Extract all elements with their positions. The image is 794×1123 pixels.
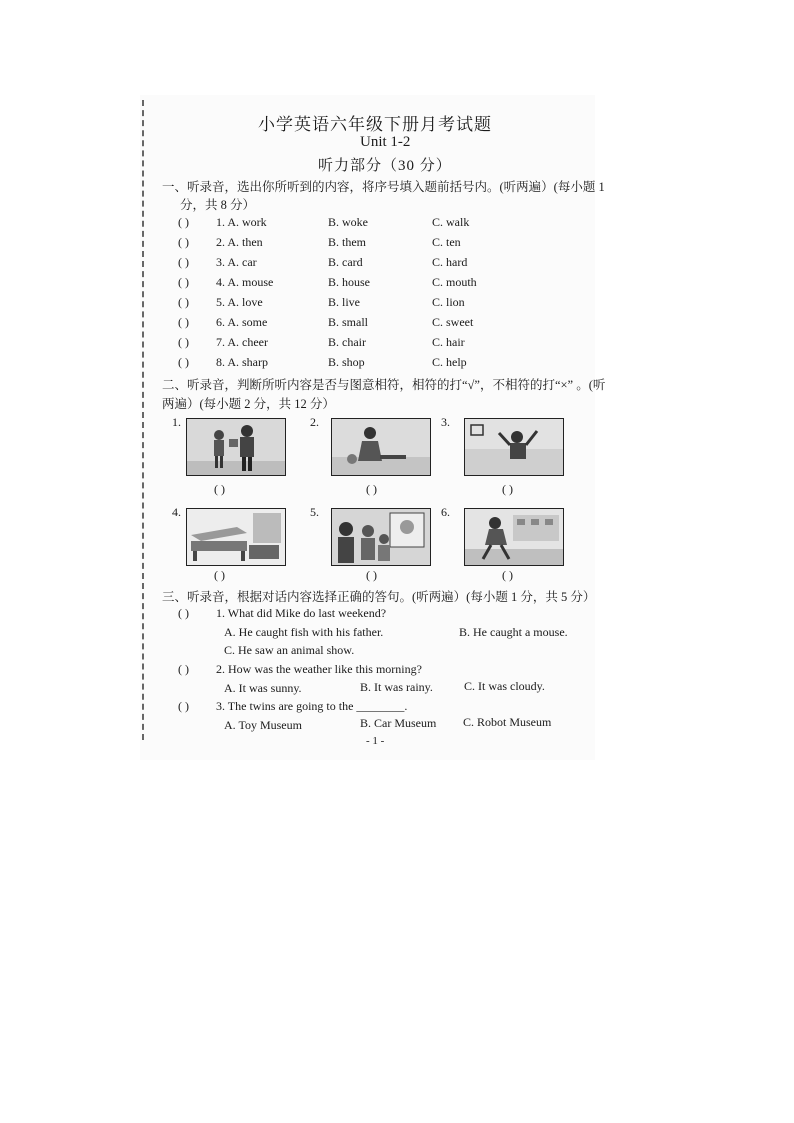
option-c: C. mouth: [432, 275, 477, 289]
option-a: 6. A. some: [216, 315, 268, 329]
option-c: C. sweet: [432, 315, 474, 329]
picture-number: 4.: [172, 505, 181, 519]
answer-paren[interactable]: ( ): [178, 335, 189, 349]
question-text: 3. The twins are going to the ________.: [216, 699, 408, 713]
answer-paren[interactable]: ( ): [178, 275, 189, 289]
picture-number: 6.: [441, 505, 450, 519]
answer-paren[interactable]: ( ): [502, 568, 513, 582]
option-a: A. It was sunny.: [224, 681, 302, 695]
option-b: B. shop: [328, 355, 365, 369]
option-b: B. chair: [328, 335, 366, 349]
option-a: 2. A. then: [216, 235, 263, 249]
answer-paren[interactable]: ( ): [178, 606, 189, 620]
option-a: 8. A. sharp: [216, 355, 268, 369]
answer-paren[interactable]: ( ): [178, 235, 189, 249]
answer-paren[interactable]: ( ): [178, 662, 189, 676]
picture-number: 1.: [172, 415, 181, 429]
boy-waking-up-picture: [464, 418, 564, 476]
girl-sitting-picture: [331, 418, 431, 476]
option-c: C. lion: [432, 295, 465, 309]
page-number: - 1 -: [366, 735, 385, 747]
option-c: C. It was cloudy.: [464, 679, 545, 693]
answer-paren[interactable]: ( ): [178, 355, 189, 369]
option-c: C. help: [432, 355, 467, 369]
option-a: 3. A. car: [216, 255, 257, 269]
option-b: B. them: [328, 235, 366, 249]
answer-paren[interactable]: ( ): [178, 699, 189, 713]
section3-instruction: 三、听录音，根据对话内容选择正确的答句。(听两遍）(每小题 1 分，共 5 分）: [162, 590, 596, 604]
option-a: 7. A. cheer: [216, 335, 268, 349]
answer-paren[interactable]: ( ): [502, 482, 513, 496]
option-b: B. He caught a mouse.: [459, 625, 568, 639]
answer-paren[interactable]: ( ): [178, 315, 189, 329]
option-b: B. Car Museum: [360, 716, 437, 730]
answer-paren[interactable]: ( ): [366, 568, 377, 582]
section1-instruction: 一、听录音，选出你所听到的内容，将序号填入题前括号内。(听两遍）(每小题 1: [162, 180, 605, 194]
answer-paren[interactable]: ( ): [214, 482, 225, 496]
option-a: A. He caught fish with his father.: [224, 625, 384, 639]
question-text: 2. How was the weather like this morning?: [216, 662, 422, 676]
bedroom-picture: [186, 508, 286, 566]
option-c: C. walk: [432, 215, 470, 229]
girl-running-picture: [464, 508, 564, 566]
binding-line: [142, 100, 150, 740]
option-a: 1. A. work: [216, 215, 267, 229]
question-text: 1. What did Mike do last weekend?: [216, 606, 387, 620]
answer-paren[interactable]: ( ): [178, 255, 189, 269]
unit-label: Unit 1-2: [360, 134, 411, 150]
picture-number: 5.: [310, 505, 319, 519]
option-a: A. Toy Museum: [224, 718, 302, 732]
exam-title: 小学英语六年级下册月考试题: [258, 115, 492, 134]
picture-number: 2.: [310, 415, 319, 429]
picture-number: 3.: [441, 415, 450, 429]
answer-paren[interactable]: ( ): [178, 295, 189, 309]
option-a: 4. A. mouse: [216, 275, 274, 289]
option-c: C. hard: [432, 255, 468, 269]
option-c: C. ten: [432, 235, 461, 249]
option-c: C. He saw an animal show.: [224, 643, 355, 657]
answer-paren[interactable]: ( ): [366, 482, 377, 496]
answer-paren[interactable]: ( ): [178, 215, 189, 229]
answer-paren[interactable]: ( ): [214, 568, 225, 582]
option-c: C. Robot Museum: [463, 715, 552, 729]
option-b: B. house: [328, 275, 370, 289]
people-giving-gift-picture: [186, 418, 286, 476]
section2-instruction-cont: 两遍）(每小题 2 分，共 12 分）: [162, 397, 335, 411]
family-watching-show-picture: [331, 508, 431, 566]
option-b: B. live: [328, 295, 360, 309]
section-heading: 听力部分（30 分）: [318, 158, 452, 174]
section2-instruction: 二、听录音，判断所听内容是否与图意相符，相符的打“√”，不相符的打“×” 。(听: [162, 378, 606, 392]
section1-instruction-cont: 分，共 8 分）: [180, 198, 256, 212]
option-b: B. It was rainy.: [360, 680, 433, 694]
option-b: B. woke: [328, 215, 368, 229]
option-b: B. card: [328, 255, 363, 269]
option-b: B. small: [328, 315, 369, 329]
option-c: C. hair: [432, 335, 465, 349]
option-a: 5. A. love: [216, 295, 263, 309]
